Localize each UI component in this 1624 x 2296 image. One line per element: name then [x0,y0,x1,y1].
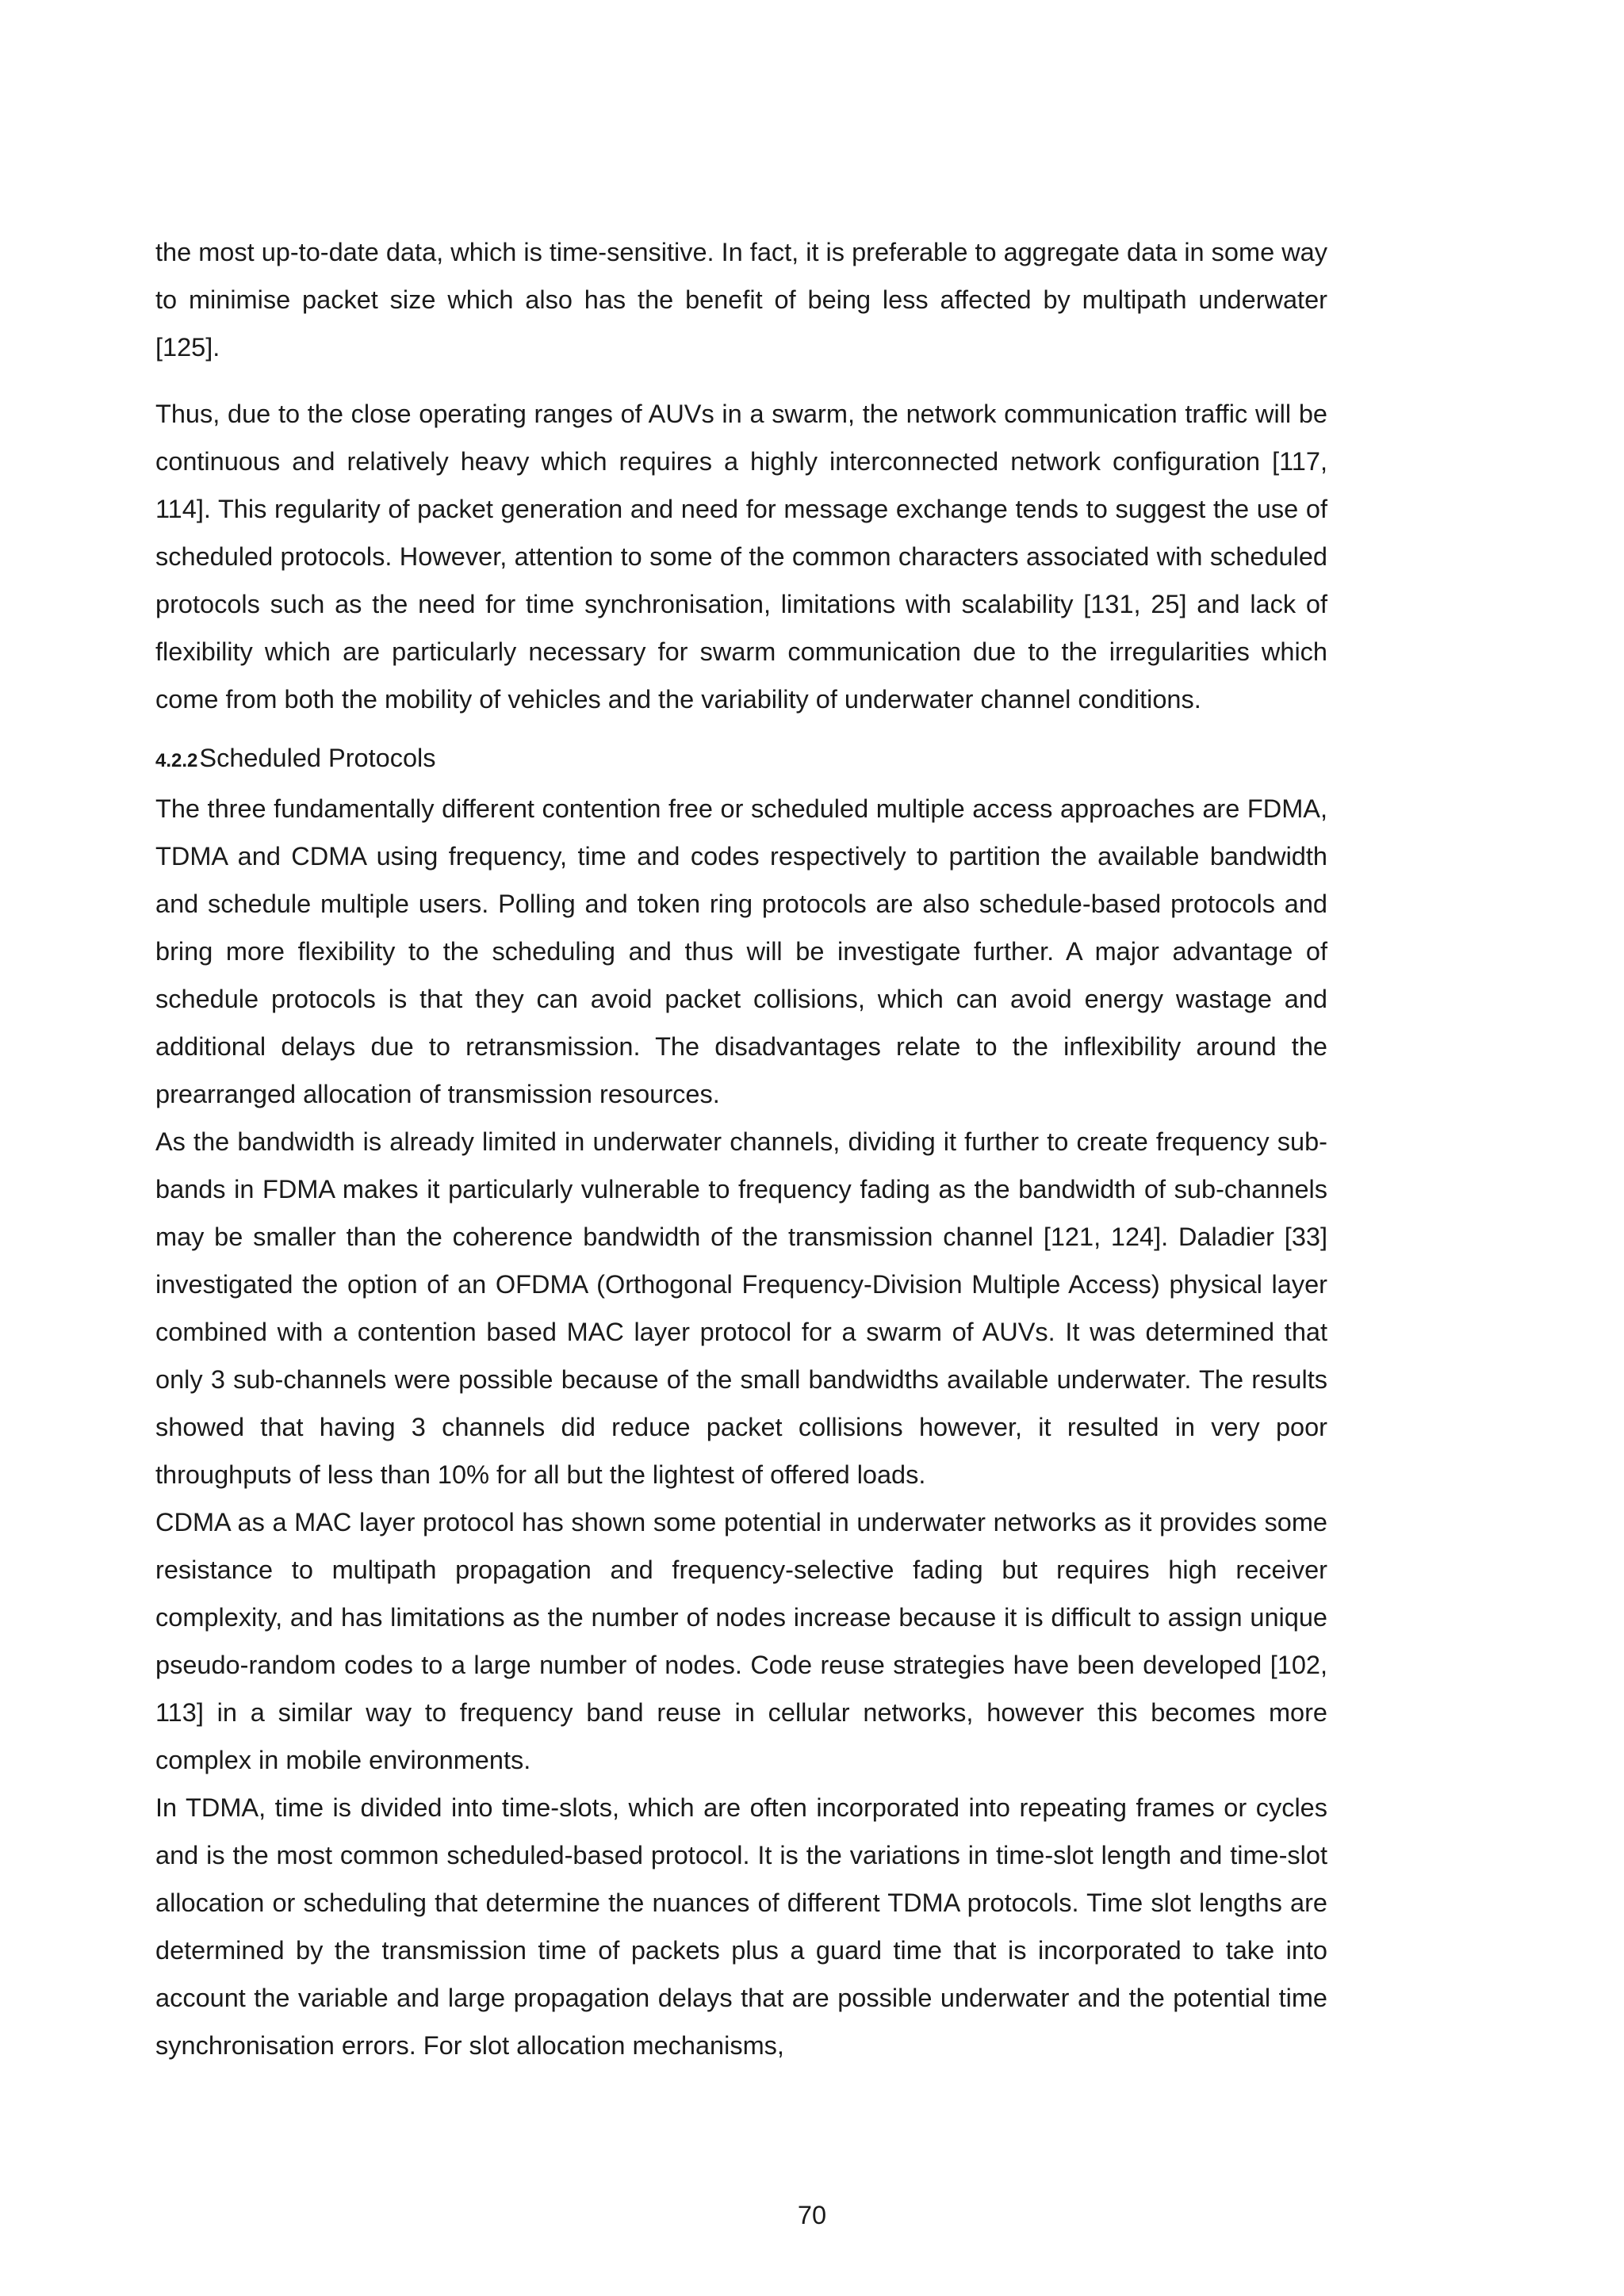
page-number: 70 [797,2201,827,2229]
paragraph-continued: the most up-to-date data, which is time-sensitive. In fact, it is preferable to aggregate data in some way to minimise packet size which also has the benefit of being less affected by multipath underwater [125]. [155,238,1327,362]
page-body [155,228,1327,2069]
paragraph-swarm-traffic: Thus, due to the close operating ranges of AUVs in a swarm, the network communication traffic will be continuous and relatively heavy which requires a highly interconnected network configuration [117, 114]. This regularity of packet generation and need for message exchange tends to suggest the use of scheduled protocols. However, attention to some of the common characters associated with scheduled protocols such as the need for time synchronisation, limitations with scalability [131, 25] and lack of flexibility which are particularly necessary for swarm communication due to the irregularities which come from both the mobility of vehicles and the variability of underwater channel conditions. [155,400,1327,714]
paragraph-tdma: In TDMA, time is divided into time-slots, which are often incorporated into repeating frames or cycles and is the most common scheduled-based protocol. It is the variations in time-slot length and time-slot allocation or scheduling that determine the nuances of different TDMA protocols. Time slot lengths are determined by the transmission time of packets plus a guard time that is incorporated to take into account the variable and large propagation delays that are possible underwater and the potential time synchronisation errors. For slot allocation mechanisms, [155,1793,1327,2060]
section-heading [155,734,1327,785]
paragraph-scheduled-approaches: The three fundamentally different contention free or scheduled multiple access approaches are FDMA, TDMA and CDMA using frequency, time and codes respectively to partition the available bandwidth and schedule multiple users. Polling and token ring protocols are also schedule-based protocols and bring more flexibility to the scheduling and thus will be investigate further. A major advantage of schedule protocols is that they can avoid packet collisions, which can avoid energy wastage and additional delays due to retransmission. The disadvantages relate to the inflexibility around the prearranged allocation of transmission resources. [155,794,1327,1108]
paragraph-cdma: CDMA as a MAC layer protocol has shown some potential in underwater networks as it provides some resistance to multipath propagation and frequency-selective fading but requires high receiver complexity, and has limitations as the number of nodes increase because it is difficult to assign unique pseudo-random codes to a large number of nodes. Code reuse strategies have been developed [102, 113] in a similar way to frequency band reuse in cellular networks, however this becomes more complex in mobile environments. [155,1508,1327,1774]
section-number: 4.2.2 [155,750,198,771]
paragraph-fdma: As the bandwidth is already limited in underwater channels, dividing it further to create frequency sub-bands in FDMA makes it particularly vulnerable to frequency fading as the bandwidth of sub-channels may be smaller than the coherence bandwidth of the transmission channel [121, 124]. Daladier [33] investigated the option of an OFDMA (Orthogonal Frequency-Division Multiple Access) physical layer combined with a contention based MAC layer protocol for a swarm of AUVs. It was determined that only 3 sub-channels were possible because of the small bandwidths available underwater. The results showed that having 3 channels did reduce packet collisions however, it resulted in very poor throughputs of less than 10% for all but the lightest of offered loads. [155,1127,1327,1489]
section-title: Scheduled Protocols [199,744,436,772]
